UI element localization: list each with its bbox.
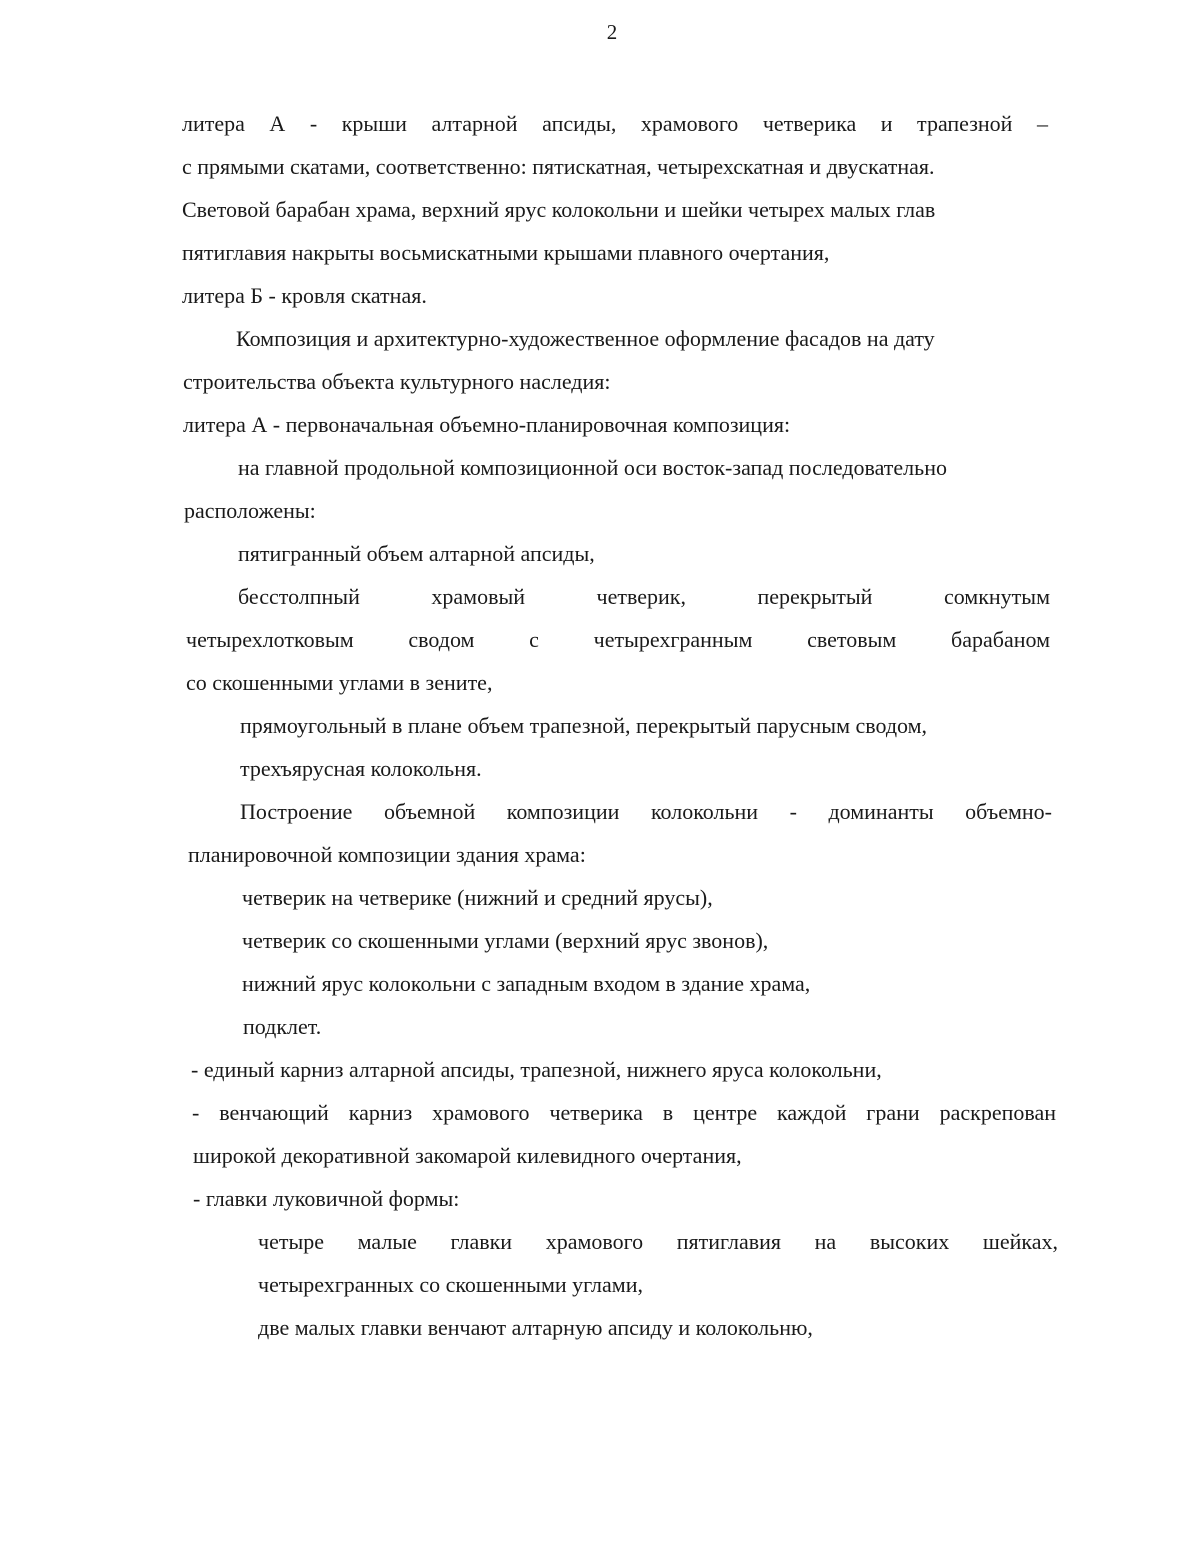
text-line: прямоугольный в плане объем трапезной, перекрытый парусным сводом, [240, 713, 928, 738]
text-line: четырехлотковым сводом с четырехгранным световым барабаном [186, 627, 1050, 652]
text-line: планировочной композиции здания храма: [188, 842, 586, 867]
text-line: широкой декоративной закомарой килевидного очертания, [193, 1143, 742, 1168]
text-line: бесстолпный храмовый четверик, перекрытый сомкнутым [238, 584, 1050, 609]
text-line: две малых главки венчают алтарную апсиду и колокольню, [258, 1315, 813, 1340]
text-line: со скошенными углами в зените, [186, 670, 493, 695]
text-line: Композиция и архитектурно-художественное оформление фасадов на дату [236, 326, 935, 351]
text-line: четверик на четверике (нижний и средний ярусы), [242, 885, 713, 910]
text-line: четыре малые главки храмового пятиглавия на высоких шейках, [258, 1229, 1058, 1254]
text-line: литера А - крыши алтарной апсиды, храмового четверика и трапезной – [182, 111, 1048, 136]
text-line: - единый карниз алтарной апсиды, трапезной, нижнего яруса колокольни, [191, 1057, 882, 1082]
text-line: подклет. [243, 1014, 322, 1039]
text-line: четверик со скошенными углами (верхний ярус звонов), [242, 928, 769, 953]
text-line: трехъярусная колокольня. [240, 756, 482, 781]
text-line: Построение объемной композиции колокольни - доминанты объемно- [240, 799, 1052, 824]
text-line: - венчающий карниз храмового четверика в центре каждой грани раскрепован [192, 1100, 1056, 1125]
text-line: четырехгранных со скошенными углами, [258, 1272, 643, 1297]
text-line: строительства объекта культурного наследия: [183, 369, 611, 394]
text-line: с прямыми скатами, соответственно: пятискатная, четырехскатная и двускатная. [182, 154, 935, 179]
text-line: Световой барабан храма, верхний ярус колокольни и шейки четырех малых глав [182, 197, 936, 222]
text-line: нижний ярус колокольни с западным входом в здание храма, [242, 971, 811, 996]
text-line: - главки луковичной формы: [193, 1186, 460, 1211]
text-line: литера А - первоначальная объемно-планировочная композиция: [183, 412, 791, 437]
text-line: на главной продольной композиционной оси восток-запад последовательно [238, 455, 947, 480]
text-line: пятигранный объем алтарной апсиды, [238, 541, 595, 566]
text-line: пятиглавия накрыты восьмискатными крышами плавного очертания, [182, 240, 830, 265]
text-line: расположены: [184, 498, 316, 523]
page-number: 2 [606, 20, 618, 44]
text-line: литера Б - кровля скатная. [182, 283, 427, 308]
